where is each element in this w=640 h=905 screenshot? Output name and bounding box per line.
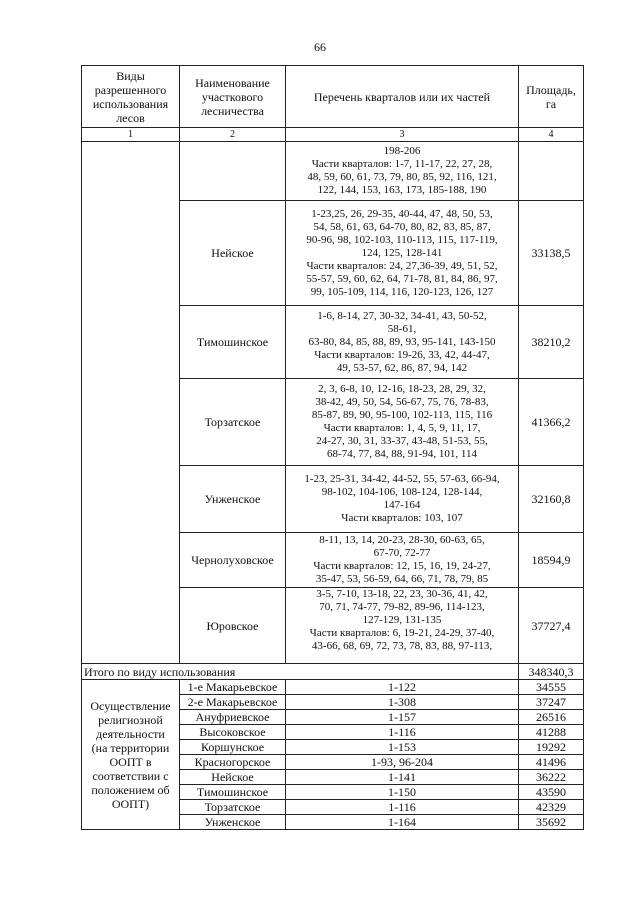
cell-lines xyxy=(288,473,516,525)
quarters-cell xyxy=(285,465,519,533)
area-cell: 41496 xyxy=(518,754,584,770)
cell-line: 124, 125, 128-141 xyxy=(361,246,443,259)
cell-line: соответствии с xyxy=(92,768,169,783)
cell-line: ООПТ) xyxy=(111,796,150,811)
cell-line: 67-70, 72-77 xyxy=(373,547,431,559)
quarters-cell: 1-141 xyxy=(285,769,519,785)
area-cell: 26516 xyxy=(518,709,584,725)
quarters-cell xyxy=(285,141,519,201)
quarters-cell: 1-116 xyxy=(285,724,519,740)
cell-line: 68-74, 77, 84, 88, 91-94, 101, 114 xyxy=(327,448,477,460)
cell-line: 1-23,25, 26, 29-35, 40-44, 47, 48, 50, 53, xyxy=(311,207,493,220)
cell-line: 90-96, 98, 102-103, 110-113, 115, 117-119, xyxy=(306,233,498,246)
area-cell: 37727,4 xyxy=(518,587,584,664)
cell-line: 63-80, 84, 85, 88, 89, 93, 95-141, 143-150 xyxy=(308,335,496,348)
cell-line: Площадь, xyxy=(526,82,576,97)
cell-line: Части кварталов: 12, 15, 16, 19, 24-27, xyxy=(313,560,491,572)
forestry-name-cell: Унженское xyxy=(179,814,286,830)
cell-line: Виды xyxy=(116,68,145,83)
quarters-cell xyxy=(285,587,519,664)
cell-line: разрешенного xyxy=(94,82,167,97)
forestry-name-cell: Красногорское xyxy=(179,754,286,770)
religious-use-label xyxy=(81,679,180,830)
cell-line: (на территории xyxy=(91,740,170,755)
forestry-name-cell: Торзатское xyxy=(179,799,286,815)
cell-line: 2, 3, 6-8, 10, 12-16, 18-23, 28, 29, 32, xyxy=(318,383,486,395)
area-cell: 34555 xyxy=(518,679,584,695)
header-area xyxy=(518,65,584,128)
forestry-name-cell: Унженское xyxy=(179,465,286,533)
cell-line: Части кварталов: 103, 107 xyxy=(341,512,463,524)
forestry-name-cell: Нейское xyxy=(179,200,286,306)
cell-line: 70, 71, 74-77, 79-82, 89-96, 114-123, xyxy=(319,601,485,613)
cell-line: 54, 58, 61, 63, 64-70, 80, 82, 83, 85, 87, xyxy=(313,220,491,233)
forestry-name-cell: Нейское xyxy=(179,769,286,785)
area-cell: 19292 xyxy=(518,739,584,755)
cell-line: религиозной xyxy=(98,712,163,727)
cell-line: деятельности xyxy=(96,726,165,741)
cell-line: 49, 53-57, 62, 86, 87, 94, 142 xyxy=(336,361,468,374)
forestry-name-cell: Тимошинское xyxy=(179,784,286,800)
cell-lines xyxy=(288,208,516,299)
use-type-cell xyxy=(81,141,180,664)
header-quarters: Перечень кварталов или их частей xyxy=(285,65,519,128)
cell-lines xyxy=(288,145,516,197)
quarters-cell: 1-153 xyxy=(285,739,519,755)
cell-line: 147-164 xyxy=(383,499,421,511)
cell-line: 24-27, 30, 31, 33-37, 43-48, 51-53, 55, xyxy=(316,435,488,447)
area-cell: 41288 xyxy=(518,724,584,740)
forestry-name-cell: 1-е Макарьевское xyxy=(179,679,286,695)
forestry-name-cell xyxy=(179,141,286,201)
area-cell: 37247 xyxy=(518,694,584,710)
cell-lines xyxy=(288,310,516,375)
cell-line: лесничества xyxy=(201,103,264,118)
forestry-name-cell: 2-е Макарьевское xyxy=(179,694,286,710)
area-cell xyxy=(518,141,584,201)
cell-line: 48, 59, 60, 61, 73, 79, 80, 85, 92, 116, 121, xyxy=(307,171,497,183)
header-use-type xyxy=(81,65,180,128)
quarters-cell xyxy=(285,532,519,588)
area-cell: 33138,5 xyxy=(518,200,584,306)
cell-line: 8-11, 13, 14, 20-23, 28-30, 60-63, 65, xyxy=(319,534,485,546)
cell-line: 3-5, 7-10, 13-18, 22, 23, 30-36, 41, 42, xyxy=(316,588,488,600)
cell-line: 98-102, 104-106, 108-124, 128-144, xyxy=(321,486,483,498)
cell-line: Части кварталов: 24, 27,36-39, 49, 51, 52, xyxy=(306,259,498,272)
cell-lines xyxy=(288,588,516,653)
index-cell: 1 xyxy=(81,127,180,142)
cell-line: 1-6, 8-14, 27, 30-32, 34-41, 43, 50-52, xyxy=(317,309,487,322)
cell-line: Осуществление xyxy=(90,698,171,713)
area-cell: 43590 xyxy=(518,784,584,800)
cell-line: 58-61, xyxy=(387,322,417,335)
index-cell: 4 xyxy=(518,127,584,142)
quarters-cell xyxy=(285,378,519,466)
cell-line: Части кварталов: 1, 4, 5, 9, 11, 17, xyxy=(323,422,481,434)
quarters-cell: 1-150 xyxy=(285,784,519,800)
area-cell: 41366,2 xyxy=(518,378,584,466)
area-cell: 38210,2 xyxy=(518,305,584,379)
cell-line: положением об xyxy=(91,782,170,797)
forestry-name-cell: Торзатское xyxy=(179,378,286,466)
cell-line: 43-66, 68, 69, 72, 73, 78, 83, 88, 97-113, xyxy=(311,640,493,652)
cell-lines xyxy=(288,534,516,586)
forestry-name-cell: Тимошинское xyxy=(179,305,286,379)
index-cell: 2 xyxy=(179,127,286,142)
quarters-cell: 1-308 xyxy=(285,694,519,710)
area-cell: 32160,8 xyxy=(518,465,584,533)
cell-line: 99, 105-109, 114, 116, 120-123, 126, 127 xyxy=(310,285,494,298)
cell-lines xyxy=(182,76,283,118)
forestry-name-cell: Юровское xyxy=(179,587,286,664)
cell-line: 122, 144, 153, 163, 173, 185-188, 190 xyxy=(317,184,487,196)
area-cell: 35692 xyxy=(518,814,584,830)
cell-lines xyxy=(521,83,581,111)
cell-line: ООПТ в xyxy=(109,754,152,769)
forestry-name-cell: Чернолуховское xyxy=(179,532,286,588)
quarters-cell: 1-157 xyxy=(285,709,519,725)
page-number: 66 xyxy=(314,40,326,54)
forestry-name-cell: Коршунское xyxy=(179,739,286,755)
quarters-cell: 1-164 xyxy=(285,814,519,830)
cell-line: 85-87, 89, 90, 95-100, 102-113, 115, 116 xyxy=(311,409,493,421)
cell-line: 127-129, 131-135 xyxy=(362,614,442,626)
cell-line: Части кварталов: 19-26, 33, 42, 44-47, xyxy=(314,348,490,361)
cell-line: использования xyxy=(92,96,169,111)
cell-line: Части кварталов: 1-7, 11-17, 22, 27, 28, xyxy=(311,158,493,170)
forestry-name-cell: Ануфриевское xyxy=(179,709,286,725)
quarters-cell: 1-122 xyxy=(285,679,519,695)
cell-line: га xyxy=(545,96,557,111)
cell-line: 55-57, 59, 60, 62, 64, 71-78, 81, 84, 86, 97, xyxy=(306,272,498,285)
index-cell: 3 xyxy=(285,127,519,142)
area-cell: 18594,9 xyxy=(518,532,584,588)
quarters-cell: 1-116 xyxy=(285,799,519,815)
quarters-cell xyxy=(285,200,519,306)
forestry-name-cell: Высоковское xyxy=(179,724,286,740)
area-cell: 36222 xyxy=(518,769,584,785)
cell-line: Части кварталов: 6, 19-21, 24-29, 37-40, xyxy=(309,627,495,639)
quarters-cell xyxy=(285,305,519,379)
cell-line: лесов xyxy=(116,110,145,125)
cell-line: 198-206 xyxy=(383,145,421,157)
cell-line: 38-42, 49, 50, 54, 56-67, 75, 76, 78-83, xyxy=(315,396,489,408)
quarters-cell: 1-93, 96-204 xyxy=(285,754,519,770)
cell-line: 35-47, 53, 56-59, 64, 66, 71, 78, 79, 85 xyxy=(315,573,489,585)
cell-lines xyxy=(84,699,177,811)
header-forestry-name xyxy=(179,65,286,128)
cell-lines xyxy=(84,69,177,125)
subtotal-value: 348340,3 xyxy=(518,663,584,680)
cell-line: участкового xyxy=(201,89,264,104)
cell-line: 1-23, 25-31, 34-42, 44-52, 55, 57-63, 66-94, xyxy=(304,473,500,485)
subtotal-label: Итого по виду использования xyxy=(81,663,519,680)
cell-lines xyxy=(288,383,516,461)
area-cell: 42329 xyxy=(518,799,584,815)
cell-line: Наименование xyxy=(195,75,270,90)
